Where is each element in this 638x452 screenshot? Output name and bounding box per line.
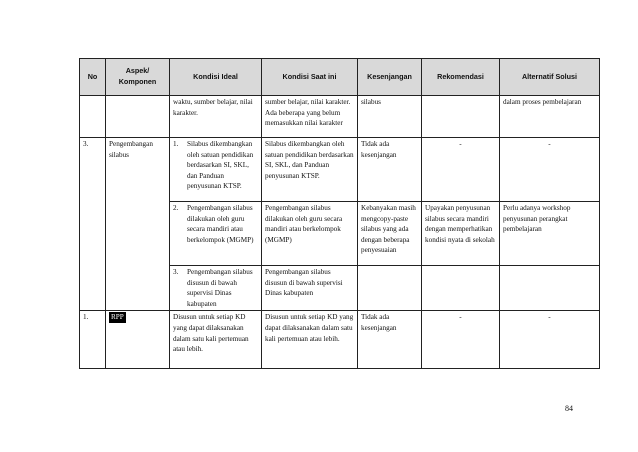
item-number: 2. xyxy=(173,204,179,212)
cell-saat-ini: Pengembangan silabus dilakukan oleh guru secara mandiri atau berkelompok (MGMP) xyxy=(262,202,358,266)
rpp-label: RPP xyxy=(111,313,124,322)
cell-rekomendasi xyxy=(422,266,500,311)
cell-rekomendasi: - xyxy=(422,311,500,369)
header-alternatif-solusi: Alternatif Solusi xyxy=(500,59,600,96)
cell-saat-ini: Silabus dikembangkan oleh satuan pendidikan berdasarkan SI, SKL, dan Panduan penyusunan KTSP. xyxy=(262,138,358,202)
cell-kesenjangan: silabus xyxy=(358,96,422,138)
cell-rekomendasi: - xyxy=(422,138,500,202)
table-row xyxy=(80,311,600,369)
header-kondisi-ideal: Kondisi Ideal xyxy=(170,59,262,96)
header-rekomendasi: Rekomendasi xyxy=(422,59,500,96)
cell-rekomendasi: Upayakan penyusunan silabus secara mandiri dengan memperhatikan kondisi nyata di sekolah xyxy=(422,202,500,266)
cell-saat-ini: Pengembangan silabus disusun di bawah supervisi Dinas kabupaten xyxy=(262,266,358,311)
cell-ideal xyxy=(170,202,262,266)
cell-saat-ini: sumber belajar, nilai karakter. Ada beberapa yang belum memasukkan nilai karakter xyxy=(262,96,358,138)
cell-kesenjangan xyxy=(358,266,422,311)
header-aspek: Aspek/ Komponen xyxy=(106,59,170,96)
header-no: No xyxy=(80,59,106,96)
cell-alternatif: - xyxy=(500,311,600,369)
cell-kesenjangan: Tidak ada kesenjangan xyxy=(358,311,422,369)
header-kesenjangan: Kesenjangan xyxy=(358,59,422,96)
item-number: 3. xyxy=(173,268,179,276)
cell-aspek: Pengembangan silabus xyxy=(106,138,170,311)
cell-kesenjangan: Kebanyakan masih mengcopy-paste silabus yang ada dengan beberapa penyesuaian xyxy=(358,202,422,266)
cell-aspek xyxy=(106,311,170,369)
item-text: Silabus dikembangkan oleh satuan pendidikan berdasarkan SI, SKL, dan Panduan penyusunan KTSP. xyxy=(187,140,254,191)
cell-no: 1. xyxy=(80,311,106,369)
cell-ideal xyxy=(170,138,262,202)
item-text: Pengembangan silabus dilakukan oleh guru secara mandiri atau berkelompok (MGMP) xyxy=(187,204,254,244)
cell-alternatif: dalam proses pembelajaran xyxy=(500,96,600,138)
table-row xyxy=(80,138,600,202)
cell-alternatif: - xyxy=(500,138,600,202)
table-header-row xyxy=(80,59,600,96)
cell-ideal: Disusun untuk setiap KD yang dapat dilaksanakan dalam satu kali pertemuan atau lebih. xyxy=(170,311,262,369)
cell-kesenjangan: Tidak ada kesenjangan xyxy=(358,138,422,202)
cell-ideal xyxy=(170,266,262,311)
cell-saat-ini: Disusun untuk setiap KD yang dapat dilaksanakan dalam satu kali pertemuan atau lebih. xyxy=(262,311,358,369)
cell-ideal: waktu, sumber belajar, nilai karakter. xyxy=(170,96,262,138)
item-text: Pengembangan silabus disusun di bawah supervisi Dinas kabupaten xyxy=(187,268,253,308)
table-row xyxy=(80,96,600,138)
cell-aspek xyxy=(106,96,170,138)
cell-alternatif xyxy=(500,266,600,311)
analysis-table xyxy=(79,58,600,369)
cell-alternatif: Perlu adanya workshop penyusunan perangkat pembelajaran xyxy=(500,202,600,266)
cell-no: 3. xyxy=(80,138,106,311)
cell-no xyxy=(80,96,106,138)
header-kondisi-saat-ini: Kondisi Saat ini xyxy=(262,59,358,96)
page-number: 84 xyxy=(565,404,573,413)
item-number: 1. xyxy=(173,140,179,148)
cell-rekomendasi xyxy=(422,96,500,138)
